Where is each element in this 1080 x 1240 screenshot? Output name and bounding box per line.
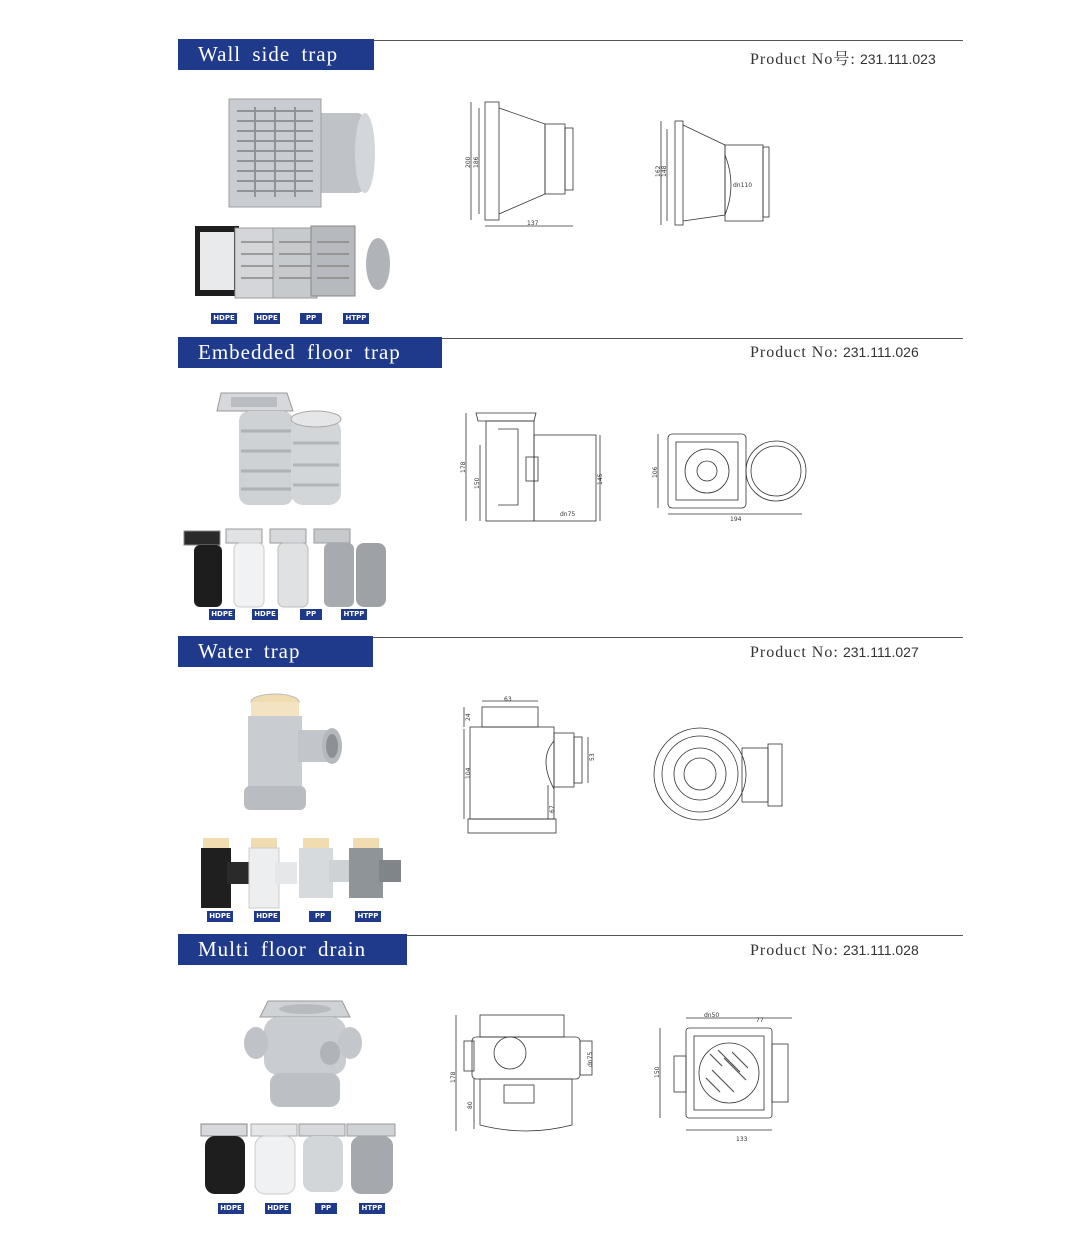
dimension-label: 133 bbox=[736, 1136, 748, 1143]
dimension-label: 67 bbox=[549, 805, 556, 813]
product-number-value: 231.111.023 bbox=[859, 51, 936, 67]
product-number bbox=[750, 46, 936, 69]
technical-drawing-side bbox=[460, 695, 610, 845]
material-badge: HTPP bbox=[343, 313, 369, 324]
dimension-label: 145 bbox=[597, 473, 604, 485]
section-title: Embedded floor trap bbox=[178, 337, 442, 368]
dimension-label: 77 bbox=[756, 1017, 764, 1024]
product-number bbox=[750, 942, 919, 960]
dimension-label: 53 bbox=[589, 753, 596, 761]
product-number-value: 231.111.028 bbox=[842, 942, 919, 958]
dimension-label: dn75 bbox=[560, 511, 576, 518]
product-number-label: Product No号: bbox=[750, 51, 856, 68]
material-badge: HDPE bbox=[265, 1203, 291, 1214]
embedded-floor-trap-variants bbox=[180, 525, 395, 610]
dimension-label: 24 bbox=[465, 713, 472, 721]
multi-floor-drain-variants bbox=[195, 1120, 405, 1200]
material-badge: HTPP bbox=[341, 609, 367, 620]
product-number bbox=[750, 644, 919, 662]
dimension-label: 150 bbox=[654, 1066, 661, 1078]
technical-drawing-top bbox=[650, 428, 815, 523]
wall-side-trap-photo bbox=[225, 95, 375, 215]
technical-drawing-side bbox=[450, 1005, 610, 1145]
product-number-value: 231.111.027 bbox=[842, 644, 919, 660]
dimension-label: 106 bbox=[652, 466, 659, 478]
wall-side-trap-variants bbox=[193, 222, 393, 302]
section-title: Wall side trap bbox=[178, 39, 374, 70]
technical-drawing-top bbox=[650, 1010, 800, 1145]
dimension-label: 186 bbox=[473, 156, 480, 168]
dimension-label: 162 bbox=[655, 165, 662, 177]
dimension-label: 150 bbox=[474, 477, 481, 489]
embedded-floor-trap-photo bbox=[215, 385, 355, 510]
material-badge: PP bbox=[315, 1203, 337, 1214]
dimension-label: 178 bbox=[460, 461, 467, 473]
dimension-label: 178 bbox=[450, 1071, 457, 1083]
multi-floor-drain-photo bbox=[240, 995, 380, 1110]
dimension-label: dn75 bbox=[587, 1051, 594, 1067]
material-badge: HTPP bbox=[355, 911, 381, 922]
dimension-label: 148 bbox=[661, 165, 668, 177]
dimension-label: 137 bbox=[527, 220, 539, 227]
material-badge: HDPE bbox=[209, 609, 235, 620]
product-number-label: Product No: bbox=[750, 344, 839, 361]
water-trap-variants bbox=[195, 832, 410, 912]
product-number bbox=[750, 344, 919, 362]
material-badge: HDPE bbox=[254, 313, 280, 324]
technical-drawing-side bbox=[465, 98, 585, 233]
product-number-label: Product No: bbox=[750, 644, 839, 661]
section-title: Multi floor drain bbox=[178, 934, 407, 965]
dimension-label: 63 bbox=[504, 696, 512, 703]
technical-drawing-top bbox=[650, 720, 790, 830]
material-badge: PP bbox=[300, 313, 322, 324]
material-badge: HDPE bbox=[207, 911, 233, 922]
material-badge: HDPE bbox=[252, 609, 278, 620]
material-badge: PP bbox=[309, 911, 331, 922]
section-title: Water trap bbox=[178, 636, 373, 667]
material-badge: HDPE bbox=[211, 313, 237, 324]
dimension-label: 80 bbox=[467, 1101, 474, 1109]
dimension-label: 200 bbox=[465, 156, 472, 168]
dimension-label: dn50 bbox=[704, 1012, 720, 1019]
material-badge: HDPE bbox=[218, 1203, 244, 1214]
dimension-label: 104 bbox=[465, 767, 472, 779]
dimension-label: dn110 bbox=[733, 182, 753, 189]
technical-drawing-side bbox=[458, 405, 608, 530]
material-badge: HDPE bbox=[254, 911, 280, 922]
material-badge: PP bbox=[300, 609, 322, 620]
water-trap-photo bbox=[240, 690, 350, 815]
material-badge: HTPP bbox=[359, 1203, 385, 1214]
product-number-value: 231.111.026 bbox=[842, 344, 919, 360]
technical-drawing-section bbox=[655, 115, 775, 235]
product-number-label: Product No: bbox=[750, 942, 839, 959]
dimension-label: 194 bbox=[730, 516, 742, 523]
